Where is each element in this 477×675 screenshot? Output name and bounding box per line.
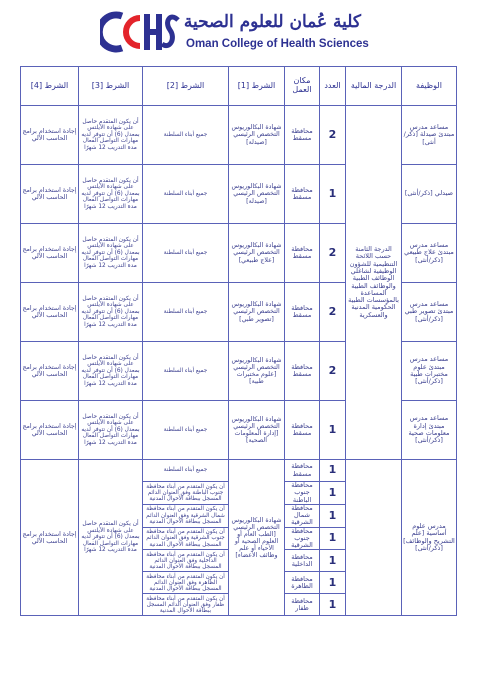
- financial-grade-empty: [346, 460, 402, 616]
- condition-2-cell: جميع أبناء السلطنة: [143, 224, 229, 283]
- college-logo: [100, 10, 180, 54]
- condition-4-cell: إجادة استخدام برامج الحاسب الآلي: [21, 224, 79, 283]
- condition-3-cell: أن يكون المتقدم حاصل على شهادة الآيلتس بمعدل (6) أن تتوفر لديه مهارات التواصل الفعال مدة التدريب 12 شهرًا: [79, 460, 143, 616]
- vacancy-count: 1: [320, 572, 346, 594]
- work-location: محافظة مسقط: [285, 401, 320, 460]
- vacancies-table: [20, 66, 457, 616]
- header-condition-3: الشرط [3]: [79, 67, 143, 106]
- vacancy-count: 2: [320, 342, 346, 401]
- job-title: مساعد مدرس مبتدئ صيدلة [ذكر/أنثى]: [402, 106, 457, 165]
- table-row: [21, 106, 457, 165]
- college-name-arabic: كلية عُمان للعلوم الصحية: [183, 12, 361, 32]
- condition-2-cell: جميع أبناء السلطنة: [143, 401, 229, 460]
- header-grade: الدرجة المالية: [346, 67, 402, 106]
- work-location: محافظة ظفار: [285, 594, 320, 616]
- job-title: مساعد مدرس مبتدئ علاج طبيعي [ذكر/أنثى]: [402, 224, 457, 283]
- header-row: [21, 67, 457, 106]
- condition-1-cell: شهادة البكالوريوس التخصص الرئيسي [علاج طبيعي]: [229, 224, 285, 283]
- header-condition-2: الشرط [2]: [143, 67, 229, 106]
- header-condition-1: الشرط [1]: [229, 67, 285, 106]
- condition-4-cell: إجادة استخدام برامج الحاسب الآلي: [21, 342, 79, 401]
- vacancy-count: 1: [320, 165, 346, 224]
- condition-1-cell: شهادة البكالوريوس التخصص الرئيسي [الطب العام أو العلوم الصحية أو الأحياء أو علم وظائف الأعضاء]: [229, 460, 285, 616]
- job-title: مساعد مدرس مبتدئ علوم مختبرات طبية [ذكر/أنثى]: [402, 342, 457, 401]
- vacancy-count: 2: [320, 283, 346, 342]
- work-location: محافظة مسقط: [285, 460, 320, 482]
- condition-2-cell: أن يكون المتقدم من أبناء محافظة جنوب الباطنة وفق العنوان الدائم المسجل ببطاقة الأحوال المدنية: [143, 482, 229, 505]
- work-location: محافظة مسقط: [285, 342, 320, 401]
- table-row: [21, 460, 457, 482]
- condition-1-cell: شهادة البكالوريوس التخصص الرئيسي [علوم مختبرات طبية]: [229, 342, 285, 401]
- condition-4-cell: إجادة استخدام برامج الحاسب الآلي: [21, 165, 79, 224]
- work-location: محافظة مسقط: [285, 283, 320, 342]
- work-location: محافظة مسقط: [285, 106, 320, 165]
- header-condition-4: الشرط [4]: [21, 67, 79, 106]
- job-title: مدرس علوم أساسية [علم التشريح والوظائف] [ذكر/أنثى]: [402, 460, 457, 616]
- condition-2-cell: جميع أبناء السلطنة: [143, 460, 229, 482]
- condition-2-cell: أن يكون المتقدم من أبناء محافظة شمال الشرقية وفق العنوان الدائم المسجل ببطاقة الأحوال المدنية: [143, 504, 229, 527]
- condition-2-cell: جميع أبناء السلطنة: [143, 165, 229, 224]
- condition-4-cell: إجادة استخدام برامج الحاسب الآلي: [21, 106, 79, 165]
- condition-2-cell: أن يكون المتقدم من أبناء محافظة الداخلية وفق العنوان الدائم المسجل ببطاقة الأحوال المدنية: [143, 550, 229, 572]
- vacancy-count: 1: [320, 550, 346, 572]
- condition-1-cell: شهادة البكالوريوس التخصص الرئيسي [صيدلة]: [229, 106, 285, 165]
- condition-3-cell: أن يكون المتقدم حاصل على شهادة الآيلتس بمعدل (6) أن تتوفر لديه مهارات التواصل الفعال مدة التدريب 12 شهرًا: [79, 224, 143, 283]
- condition-2-cell: جميع أبناء السلطنة: [143, 283, 229, 342]
- page-header: [0, 8, 477, 58]
- condition-3-cell: أن يكون المتقدم حاصل على شهادة الآيلتس بمعدل (6) أن تتوفر لديه مهارات التواصل الفعال مدة التدريب 12 شهرًا: [79, 283, 143, 342]
- vacancy-count: 1: [320, 482, 346, 505]
- condition-4-cell: إجادة استخدام برامج الحاسب الآلي: [21, 401, 79, 460]
- condition-2-cell: جميع أبناء السلطنة: [143, 106, 229, 165]
- job-title: صيدلي [ذكر/أنثى]: [402, 165, 457, 224]
- vacancy-count: 1: [320, 460, 346, 482]
- condition-1-cell: شهادة البكالوريوس التخصص الرئيسي [تصوير طبي]: [229, 283, 285, 342]
- condition-1-cell: شهادة البكالوريوس التخصص الرئيسي [إدارة المعلومات الصحية]: [229, 401, 285, 460]
- work-location: محافظة مسقط: [285, 224, 320, 283]
- condition-3-cell: أن يكون المتقدم حاصل على شهادة الآيلتس بمعدل (6) أن تتوفر لديه مهارات التواصل الفعال مدة التدريب 12 شهرًا: [79, 401, 143, 460]
- vacancy-count: 1: [320, 401, 346, 460]
- vacancy-count: 1: [320, 527, 346, 550]
- job-title: مساعد مدرس مبتدئ إدارة معلومات صحية [ذكر/أنثى]: [402, 401, 457, 460]
- condition-4-cell: إجادة استخدام برامج الحاسب الآلي: [21, 460, 79, 616]
- condition-3-cell: أن يكون المتقدم حاصل على شهادة الآيلتس بمعدل (6) أن تتوفر لديه مهارات التواصل الفعال مدة التدريب 12 شهرًا: [79, 165, 143, 224]
- condition-2-cell: جميع أبناء السلطنة: [143, 342, 229, 401]
- work-location: محافظة شمال الشرقية: [285, 504, 320, 527]
- vacancy-count: 1: [320, 594, 346, 616]
- condition-3-cell: أن يكون المتقدم حاصل على شهادة الآيلتس بمعدل (6) أن تتوفر لديه مهارات التواصل الفعال مدة التدريب 12 شهرًا: [79, 342, 143, 401]
- vacancy-count: 1: [320, 504, 346, 527]
- header-count: العدد: [320, 67, 346, 106]
- vacancy-count: 2: [320, 106, 346, 165]
- condition-2-cell: أن يكون المتقدم من أبناء محافظة ظفار وفق العنوان الدائم المسجل ببطاقة الأحوال المدنية: [143, 594, 229, 616]
- condition-2-cell: أن يكون المتقدم من أبناء محافظة جنوب الشرقية وفق العنوان الدائم المسجل ببطاقة الأحوال المدنية: [143, 527, 229, 550]
- header-location: مكان العمل: [285, 67, 320, 106]
- work-location: محافظة جنوب الباطنة: [285, 482, 320, 505]
- vacancy-count: 2: [320, 224, 346, 283]
- college-name-english: Oman College of Health Sciences: [186, 38, 369, 50]
- work-location: محافظة مسقط: [285, 165, 320, 224]
- condition-3-cell: أن يكون المتقدم حاصل على شهادة الآيلتس بمعدل (6) أن تتوفر لديه مهارات التواصل الفعال مدة التدريب 12 شهرًا: [79, 106, 143, 165]
- financial-grade: الدرجة الثامنة حسب اللائحة التنظيمية للشؤون الوظيفية لشاغلي الوظائف الطبية والوظائف الطبية المساعدة بالمؤسسات الطبية الحكومية المدنية والعسكرية: [346, 106, 402, 460]
- condition-1-cell: شهادة البكالوريوس التخصص الرئيسي [صيدلة]: [229, 165, 285, 224]
- condition-4-cell: إجادة استخدام برامج الحاسب الآلي: [21, 283, 79, 342]
- work-location: محافظة جنوب الشرقية: [285, 527, 320, 550]
- job-title: مساعد مدرس مبتدئ تصوير طبي [ذكر/أنثى]: [402, 283, 457, 342]
- header-job: الوظيفة: [402, 67, 457, 106]
- condition-2-cell: أن يكون المتقدم من أبناء محافظة الظاهرة وفق العنوان الدائم المسجل ببطاقة الأحوال المدنية: [143, 572, 229, 594]
- work-location: محافظة الداخلية: [285, 550, 320, 572]
- work-location: محافظة الظاهرة: [285, 572, 320, 594]
